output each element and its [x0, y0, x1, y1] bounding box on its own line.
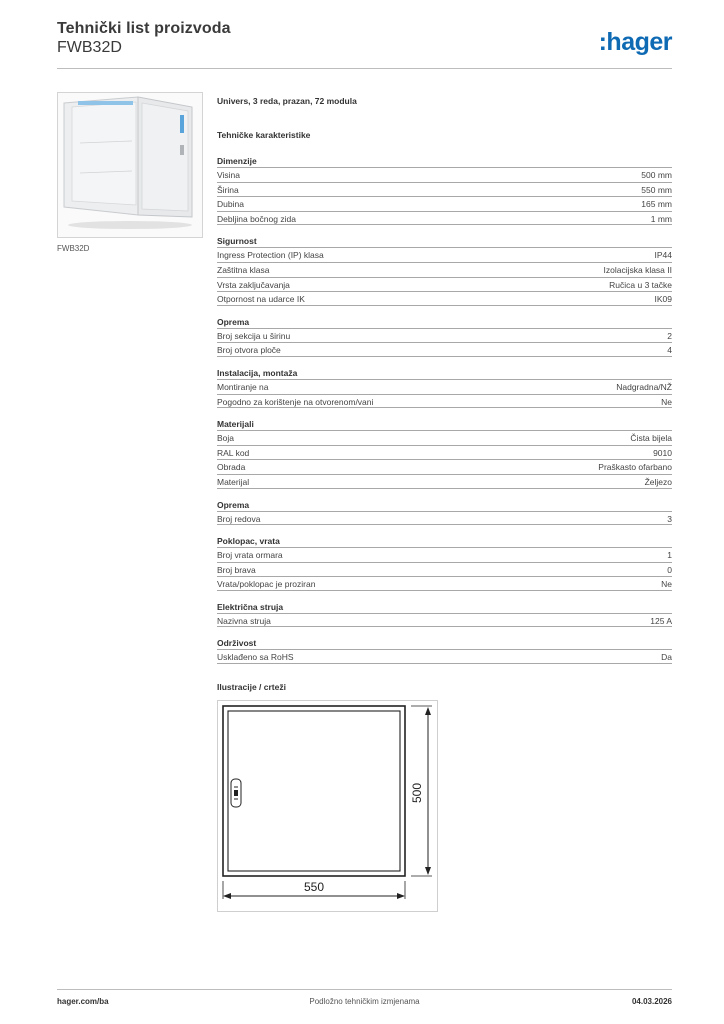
spec-label: Ingress Protection (IP) klasa: [217, 250, 324, 261]
spec-row: [217, 211, 672, 226]
spec-table: [217, 379, 672, 408]
spec-sections: [217, 155, 672, 664]
spec-label: Vrata/poklopac je proziran: [217, 579, 316, 590]
spec-table: [217, 167, 672, 225]
spec-row: [217, 474, 672, 489]
spec-section: [217, 499, 672, 526]
spec-label: RAL kod: [217, 447, 250, 458]
product-subtitle: Univers, 3 reda, prazan, 72 modula: [217, 96, 357, 106]
photo-caption: FWB32D: [57, 244, 90, 253]
spec-table: [217, 328, 672, 357]
spec-row: [217, 379, 672, 394]
footer-divider: [57, 989, 672, 990]
spec-table: [217, 613, 672, 628]
spec-row: [217, 576, 672, 591]
spec-label: Obrada: [217, 462, 246, 473]
footer-date: 04.03.2026: [631, 997, 672, 1006]
document-title: Tehnički list proizvoda: [57, 20, 231, 37]
spec-row: [217, 562, 672, 577]
technical-heading: Tehničke karakteristike: [217, 130, 311, 140]
spec-value: 4: [667, 345, 672, 356]
footer-website-link[interactable]: hager.com/ba: [57, 997, 109, 1006]
spec-value: Da: [661, 652, 672, 663]
product-code: FWB32D: [57, 39, 122, 56]
spec-table: [217, 511, 672, 526]
spec-label: Pogodno za korištenje na otvorenom/vani: [217, 396, 374, 407]
spec-label: Širina: [217, 184, 239, 195]
spec-label: Broj vrata ormara: [217, 550, 283, 561]
spec-label: Visina: [217, 170, 240, 180]
spec-section: [217, 418, 672, 488]
spec-value: 3: [667, 513, 672, 524]
spec-label: Boja: [217, 433, 235, 444]
enclosure-photo-illustration: [58, 93, 202, 237]
spec-value: Željezo: [644, 476, 672, 487]
spec-row: [217, 394, 672, 409]
spec-value: Ne: [661, 396, 672, 407]
spec-value: 165 mm: [641, 199, 672, 210]
enclosure-outer-outline: [223, 706, 405, 876]
section-heading: Električna struja: [217, 601, 284, 612]
spec-label: Broj brava: [217, 564, 256, 575]
spec-label: Broj otvora ploče: [217, 345, 281, 356]
footer-notice: Podložno tehničkim izmjenama: [309, 997, 420, 1006]
spec-row: [217, 459, 672, 474]
spec-section: [217, 316, 672, 357]
spec-row: [217, 511, 672, 526]
spec-content: [217, 96, 672, 912]
section-heading: Sigurnost: [217, 236, 257, 247]
spec-label: Vrsta zaključavanja: [217, 279, 290, 290]
width-dimension-label: 550: [303, 880, 325, 895]
section-heading: Materijali: [217, 419, 254, 430]
spec-row: [217, 291, 672, 306]
spec-value: IP44: [654, 250, 672, 261]
section-heading: Održivost: [217, 638, 257, 649]
section-heading: Poklopac, vrata: [217, 536, 280, 547]
spec-table: [217, 247, 672, 305]
spec-value: 9010: [653, 447, 672, 458]
section-heading: Oprema: [217, 499, 250, 510]
spec-label: Montiranje na: [217, 381, 269, 392]
spec-value: 125 A: [650, 615, 672, 626]
height-dimension-label: 500: [410, 783, 424, 804]
spec-value: IK09: [654, 294, 672, 305]
spec-row: [217, 262, 672, 277]
spec-value: Izolacijska klasa II: [603, 264, 672, 275]
spec-row: [217, 342, 672, 357]
spec-value: 0: [667, 564, 672, 575]
illustration-heading: Ilustracije / crteži: [217, 682, 286, 693]
spec-label: Usklađeno sa RoHS: [217, 652, 294, 663]
spec-label: Otpornost na udarce IK: [217, 294, 305, 305]
spec-label: Zaštitna klasa: [217, 264, 270, 275]
spec-row: [217, 182, 672, 197]
spec-section: [217, 235, 672, 305]
spec-row: [217, 247, 672, 262]
spec-label: Debljina bočnog zida: [217, 213, 296, 224]
dimension-drawing: [217, 700, 438, 912]
spec-value: Nadgradna/NŽ: [616, 381, 672, 392]
spec-value: 550 mm: [641, 184, 672, 195]
section-heading: Dimenzije: [217, 156, 257, 166]
enclosure-door-outline: [228, 711, 400, 871]
spec-section: [217, 367, 672, 408]
spec-row: [217, 167, 672, 182]
document-header: [57, 20, 231, 57]
spec-section: [217, 637, 672, 664]
spec-value: 1: [667, 550, 672, 561]
spec-section: [217, 535, 672, 591]
spec-table: [217, 649, 672, 664]
spec-label: Nazivna struja: [217, 615, 271, 626]
spec-label: Materijal: [217, 476, 250, 487]
spec-value: 1 mm: [650, 213, 672, 224]
spec-row: [217, 277, 672, 292]
spec-row: [217, 649, 672, 664]
spec-row: [217, 328, 672, 343]
spec-table: [217, 547, 672, 591]
spec-value: 500 mm: [641, 170, 672, 180]
spec-value: Čista bijela: [630, 433, 672, 444]
spec-row: [217, 196, 672, 211]
spec-value: Ručica u 3 tačke: [609, 279, 672, 290]
spec-label: Broj sekcija u širinu: [217, 330, 291, 341]
spec-label: Dubina: [217, 199, 244, 210]
spec-label: Broj redova: [217, 513, 261, 524]
spec-value: Praškasto ofarbano: [598, 462, 672, 473]
section-heading: Instalacija, montaža: [217, 367, 298, 378]
enclosure-drawing-svg: [218, 701, 437, 911]
section-heading: Oprema: [217, 316, 250, 327]
spec-row: [217, 547, 672, 562]
spec-table: [217, 430, 672, 488]
product-photo: [57, 92, 203, 238]
spec-value: 2: [667, 330, 672, 341]
spec-row: [217, 430, 672, 445]
spec-section: [217, 155, 672, 225]
spec-row: [217, 613, 672, 628]
spec-value: Ne: [661, 579, 672, 590]
spec-section: [217, 601, 672, 628]
spec-row: [217, 445, 672, 460]
hager-logo: :hager: [598, 28, 672, 56]
header-divider: [57, 68, 672, 69]
